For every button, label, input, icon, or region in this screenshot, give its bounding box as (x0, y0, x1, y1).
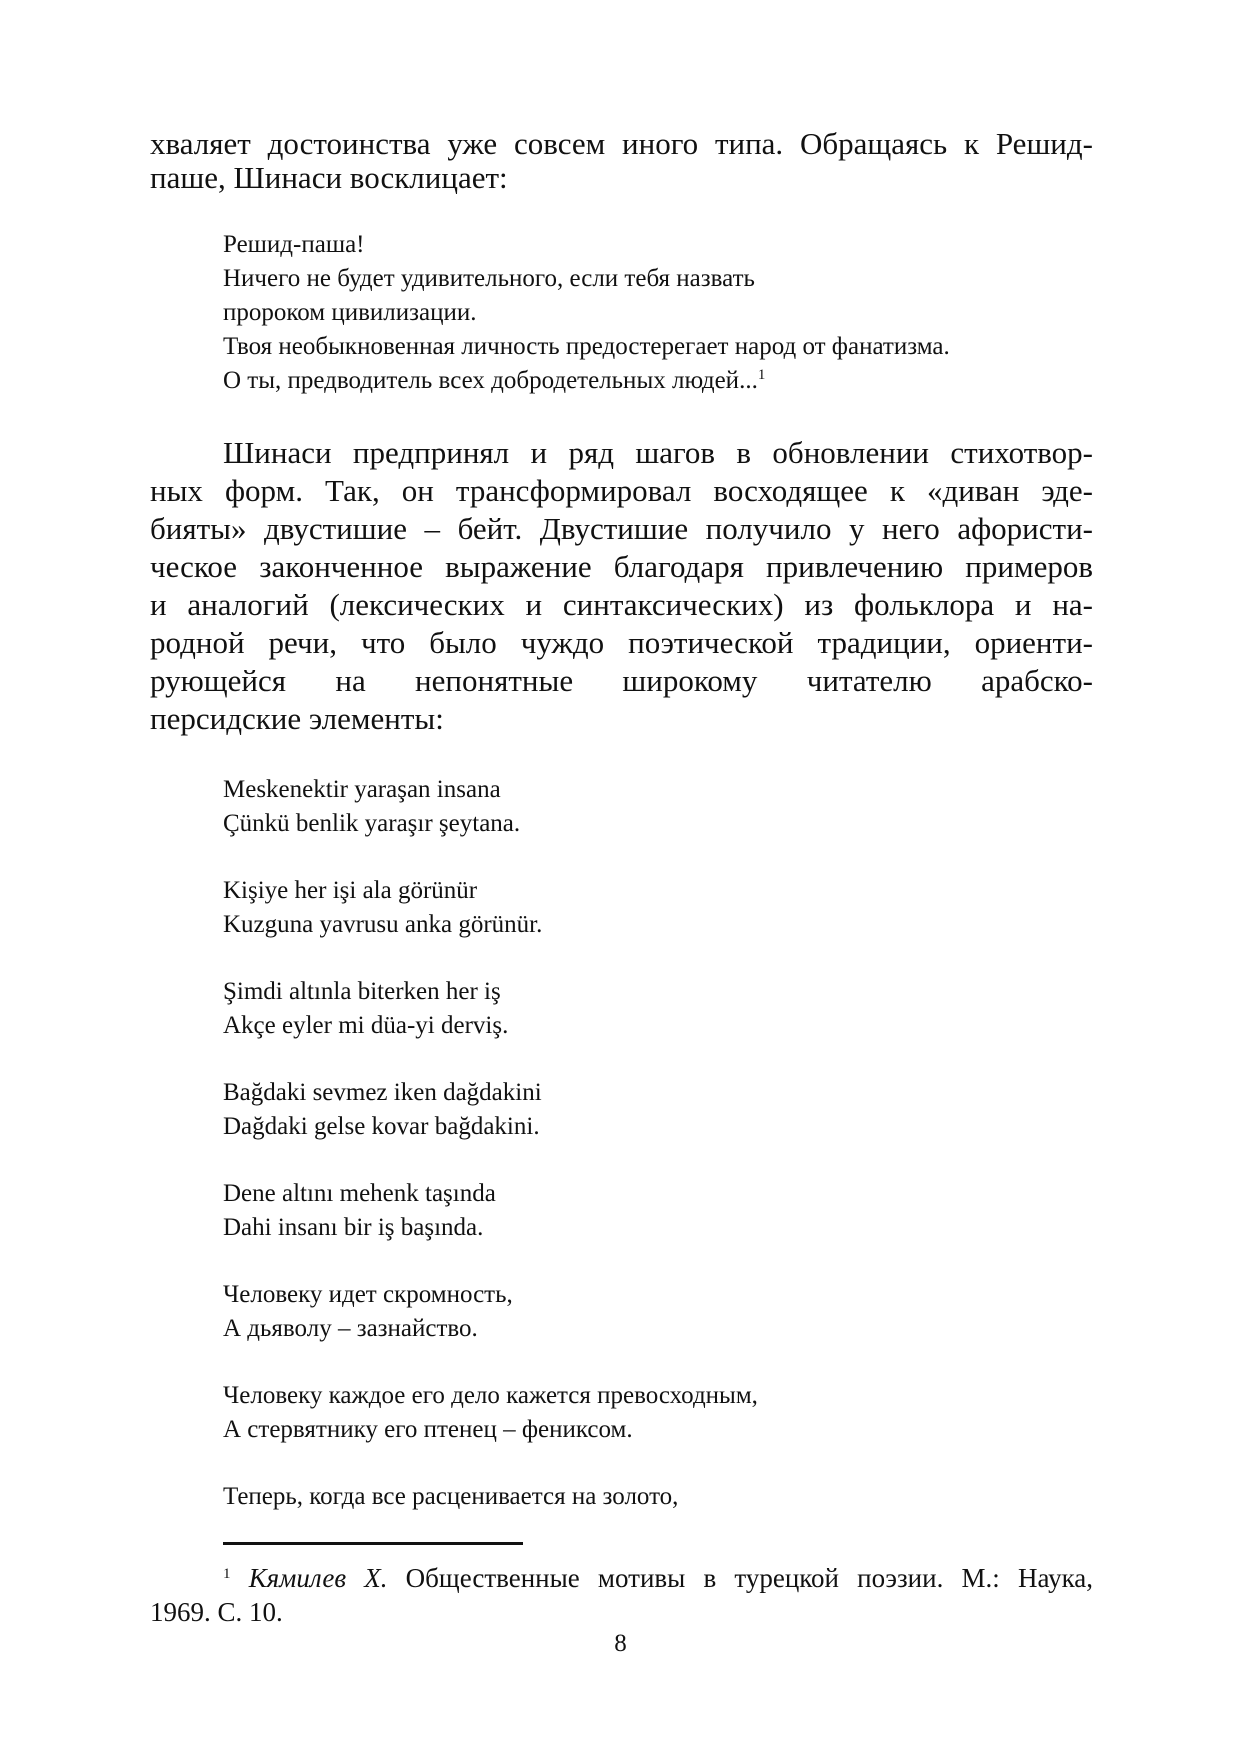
poem-line: Человеку каждое его дело кажется превосходным, (223, 1382, 758, 1409)
poem-line: Bağdaki sevmez iken dağdakini (223, 1079, 542, 1106)
couplet (223, 1177, 758, 1278)
poem-line: Çünkü benlik yaraşır şeytana. (223, 810, 521, 837)
poem-line: Şimdi altınla biterken her iş (223, 978, 501, 1005)
text-line: персидские элементы: (150, 701, 444, 736)
couplet (223, 1379, 758, 1480)
poem-line: Теперь, когда все расценивается на золото, (223, 1483, 679, 1510)
couplet (223, 1278, 758, 1379)
poem-line: Meskenektir yaraşan insana (223, 776, 501, 803)
footnote-ref[interactable]: 1 (757, 367, 766, 383)
poem-line: А дьяволу – зазнайство. (223, 1315, 478, 1342)
poem-line-text: О ты, предводитель всех добродетельных людей... (223, 367, 758, 394)
text-line: родной речи, что было чуждо поэтической традиции, ориенти- (150, 625, 1093, 660)
poem-line: А стервятнику его птенец – фениксом. (223, 1416, 633, 1443)
paragraph-2 (150, 434, 1093, 738)
poem-line: Решид-паша! (223, 231, 365, 258)
poem-line: Akçe eyler mi düa-yi derviş. (223, 1012, 509, 1039)
footnote-divider (223, 1542, 523, 1545)
poem-line: Dene altını mehenk taşında (223, 1180, 496, 1207)
footnote-line (223, 1561, 1093, 1595)
poem-line: Твоя необыкновенная личность предостерегает народ от фанатизма. (223, 333, 950, 360)
paragraph-1 (150, 127, 1093, 195)
footnote-text: Общественные мотивы в турецкой поэзии. М.: Наука, (405, 1563, 1094, 1593)
poem-line: пророком цивилизации. (223, 299, 477, 326)
text-line: ных форм. Так, он трансформировал восходящее к «диван эде- (150, 473, 1093, 508)
poem-line: Dahi insanı bir iş başında. (223, 1214, 484, 1241)
poem-line (223, 364, 950, 398)
page-number: 8 (614, 1630, 627, 1657)
poem-line: Человеку идет скромность, (223, 1281, 513, 1308)
poem-line: Dağdaki gelse kovar bağdakini. (223, 1113, 540, 1140)
footnote-author: Кямилев Х. (248, 1563, 388, 1593)
poem-line: Ничего не будет удивительного, если тебя назвать (223, 265, 755, 292)
footnote-number: 1 (223, 1566, 231, 1582)
text-line: паше, Шинаси восклицает: (150, 160, 508, 195)
poem-line: Kişiye her işi ala görünür (223, 877, 478, 904)
couplets (223, 773, 758, 1581)
footnote-line: 1969. С. 10. (150, 1597, 283, 1627)
couplet (223, 773, 758, 874)
text-line: бияты» двустишие – бейт. Двустишие получило у него афористи- (150, 511, 1093, 546)
couplet (223, 975, 758, 1076)
text-line: ческое законченное выражение благодаря привлечению примеров (150, 549, 1093, 584)
text-line: хваляет достоинства уже совсем иного типа. Обращаясь к Решид- (150, 126, 1093, 161)
couplet (223, 874, 758, 975)
poem-quote (223, 228, 950, 398)
text-line: рующейся на непонятные широкому читателю арабско- (150, 663, 1093, 698)
footnote (150, 1561, 1093, 1629)
text-line: Шинаси предпринял и ряд шагов в обновлении стихотвор- (223, 435, 1093, 470)
poem-line: Kuzguna yavrusu anka görünür. (223, 911, 543, 938)
text-line: и аналогий (лексических и синтаксических) из фольклора и на- (150, 587, 1093, 622)
couplet (223, 1076, 758, 1177)
